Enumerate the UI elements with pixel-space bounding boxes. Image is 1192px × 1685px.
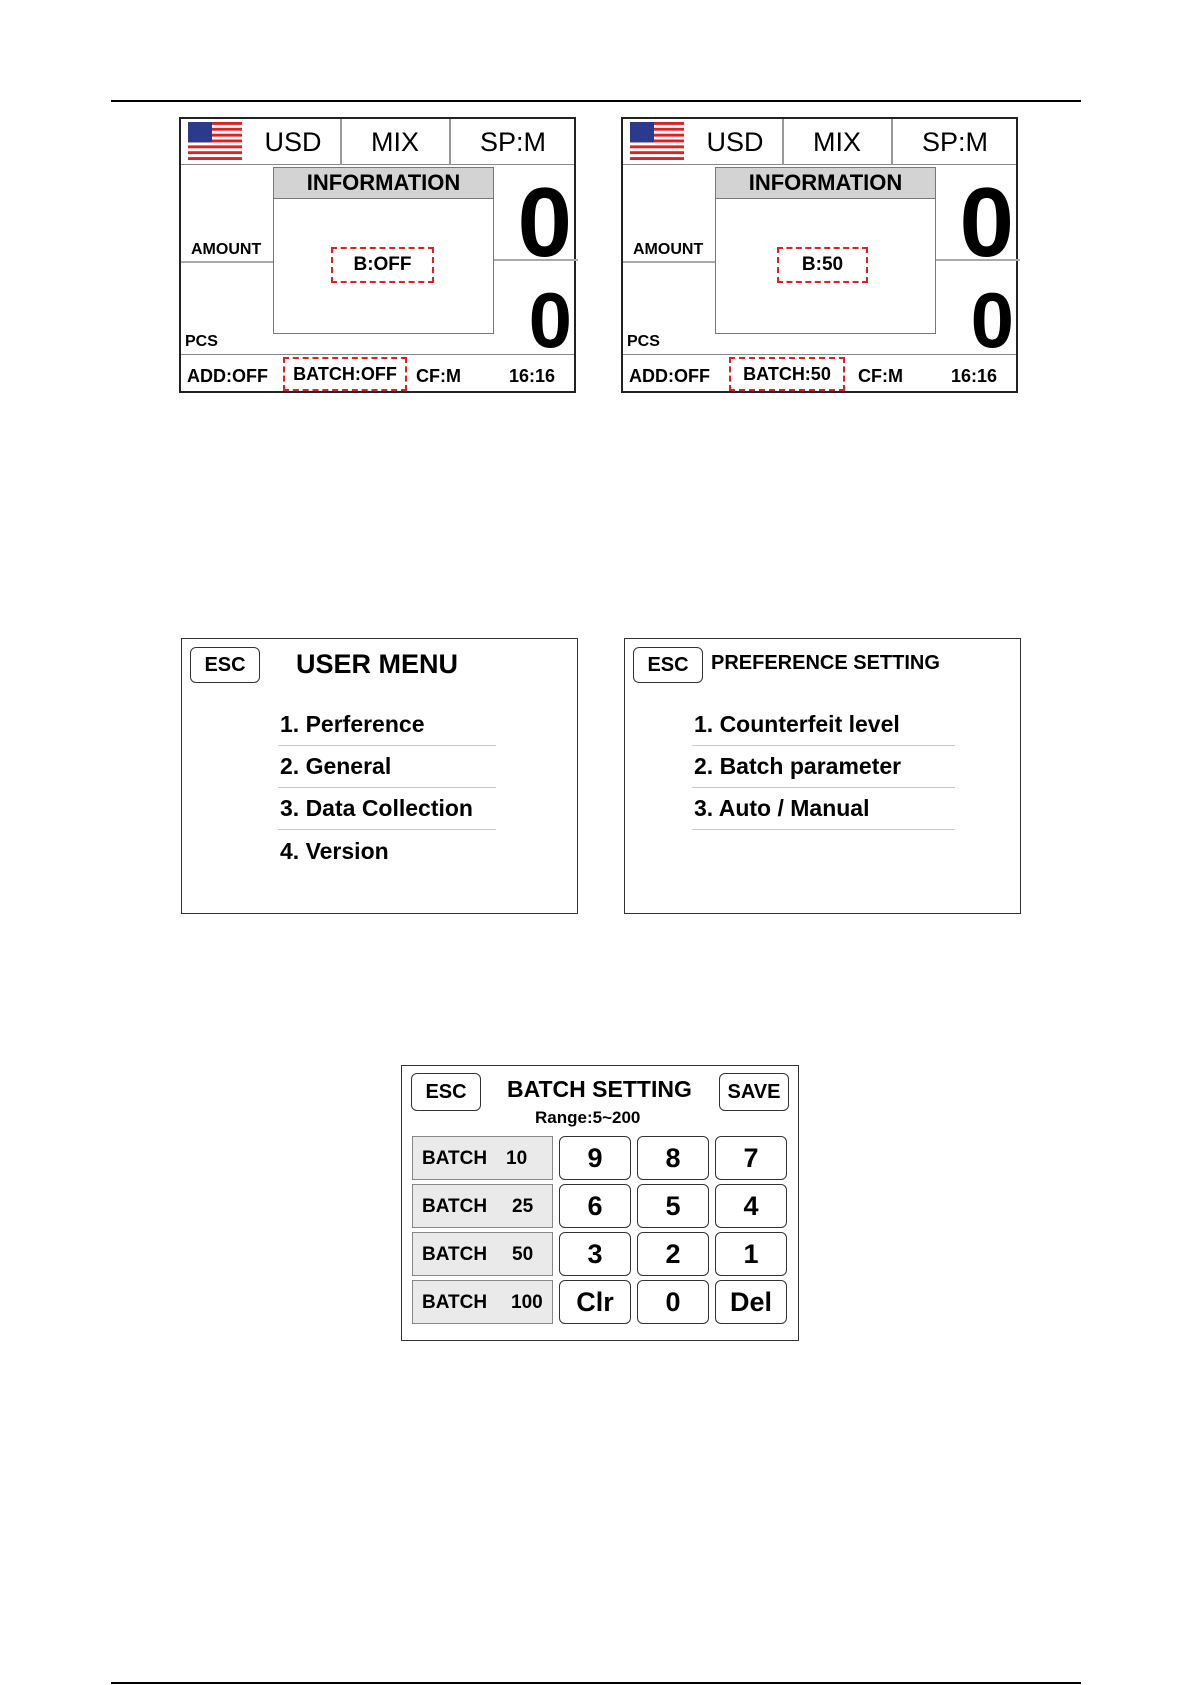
esc-button[interactable]: ESC (633, 647, 703, 683)
pcs-label: PCS (185, 333, 218, 350)
key-8-button[interactable]: 8 (637, 1136, 709, 1180)
footer-rule (111, 1682, 1081, 1684)
amount-value: 0 (517, 167, 572, 277)
mode-label[interactable]: MIX (812, 126, 861, 157)
add-status[interactable]: ADD:OFF (629, 366, 710, 386)
menu-item-data-collection[interactable]: 3. Data Collection (278, 788, 496, 830)
currency-label[interactable]: USD (264, 126, 322, 157)
header-rule (111, 100, 1081, 102)
information-panel (715, 167, 936, 334)
page-title: PREFERENCE SETTING (711, 652, 940, 674)
delete-button[interactable]: Del (715, 1280, 787, 1324)
key-2-button[interactable]: 2 (637, 1232, 709, 1276)
amount-label: AMOUNT (191, 241, 262, 258)
mode-label[interactable]: MIX (370, 126, 419, 157)
menu-list (278, 704, 496, 872)
status-header (623, 119, 1016, 165)
preset-value: 10 (506, 1148, 528, 1169)
menu-item-auto-manual[interactable]: 3. Auto / Manual (692, 788, 955, 830)
menu-item-batch-parameter[interactable]: 2. Batch parameter (692, 746, 955, 788)
page-title: BATCH SETTING (507, 1076, 692, 1102)
preset-label: BATCH (422, 1196, 488, 1217)
pcs-value: 0 (528, 276, 572, 364)
pcs-value: 0 (970, 276, 1014, 364)
us-flag-icon[interactable] (630, 122, 684, 160)
preset-value: 50 (512, 1244, 534, 1265)
menu-item-version[interactable]: 4. Version (280, 837, 389, 864)
clock: 16:16 (509, 366, 556, 386)
batch-preset-25-button[interactable] (412, 1184, 553, 1228)
preset-value: 100 (511, 1292, 543, 1313)
preset-label: BATCH (422, 1292, 488, 1313)
amount-value: 0 (959, 167, 1014, 277)
key-4-button[interactable]: 4 (715, 1184, 787, 1228)
menu-list (692, 704, 955, 830)
clear-button[interactable]: Clr (559, 1280, 631, 1324)
batch-status-display: B:50 (777, 247, 868, 283)
menu-item-counterfeit-level[interactable]: 1. Counterfeit level (692, 704, 955, 746)
key-9-button[interactable]: 9 (559, 1136, 631, 1180)
page-title: USER MENU (296, 649, 459, 679)
counter-screen-batch-off (179, 117, 576, 393)
speed-label[interactable]: SP:M (921, 126, 988, 157)
menu-item-preference[interactable]: 1. Perference (278, 704, 496, 746)
esc-button[interactable]: ESC (411, 1073, 481, 1111)
esc-button[interactable]: ESC (190, 647, 260, 683)
key-0-button[interactable]: 0 (637, 1280, 709, 1324)
status-footer (623, 354, 1016, 393)
key-6-button[interactable]: 6 (559, 1184, 631, 1228)
information-title: INFORMATION (716, 168, 935, 199)
add-status[interactable]: ADD:OFF (187, 366, 268, 386)
key-3-button[interactable]: 3 (559, 1232, 631, 1276)
save-button[interactable]: SAVE (719, 1073, 789, 1111)
cf-status[interactable]: CF:M (416, 366, 461, 386)
preset-label: BATCH (422, 1244, 488, 1265)
batch-preset-10-button[interactable] (412, 1136, 553, 1180)
us-flag-icon[interactable] (188, 122, 242, 160)
currency-label[interactable]: USD (706, 126, 764, 157)
range-hint: Range:5~200 (535, 1108, 641, 1127)
batch-setting-screen (401, 1065, 799, 1341)
key-5-button[interactable]: 5 (637, 1184, 709, 1228)
key-1-button[interactable]: 1 (715, 1232, 787, 1276)
batch-preset-100-button[interactable] (412, 1280, 553, 1324)
batch-status-display: B:OFF (331, 247, 434, 283)
information-panel (273, 167, 494, 334)
preset-value: 25 (512, 1196, 534, 1217)
speed-label[interactable]: SP:M (479, 126, 546, 157)
menu-item-general[interactable]: 2. General (278, 746, 496, 788)
cf-status[interactable]: CF:M (858, 366, 903, 386)
preference-setting-screen (624, 638, 1021, 914)
information-title: INFORMATION (274, 168, 493, 199)
amount-label: AMOUNT (633, 241, 704, 258)
pcs-label: PCS (627, 333, 660, 350)
counter-screen-batch-50 (621, 117, 1018, 393)
batch-status[interactable]: BATCH:OFF (283, 357, 407, 391)
key-7-button[interactable]: 7 (715, 1136, 787, 1180)
clock: 16:16 (951, 366, 998, 386)
preset-label: BATCH (422, 1148, 488, 1169)
status-footer (181, 354, 574, 393)
batch-preset-50-button[interactable] (412, 1232, 553, 1276)
batch-status[interactable]: BATCH:50 (729, 357, 845, 391)
user-menu-screen (181, 638, 578, 914)
status-header (181, 119, 574, 165)
